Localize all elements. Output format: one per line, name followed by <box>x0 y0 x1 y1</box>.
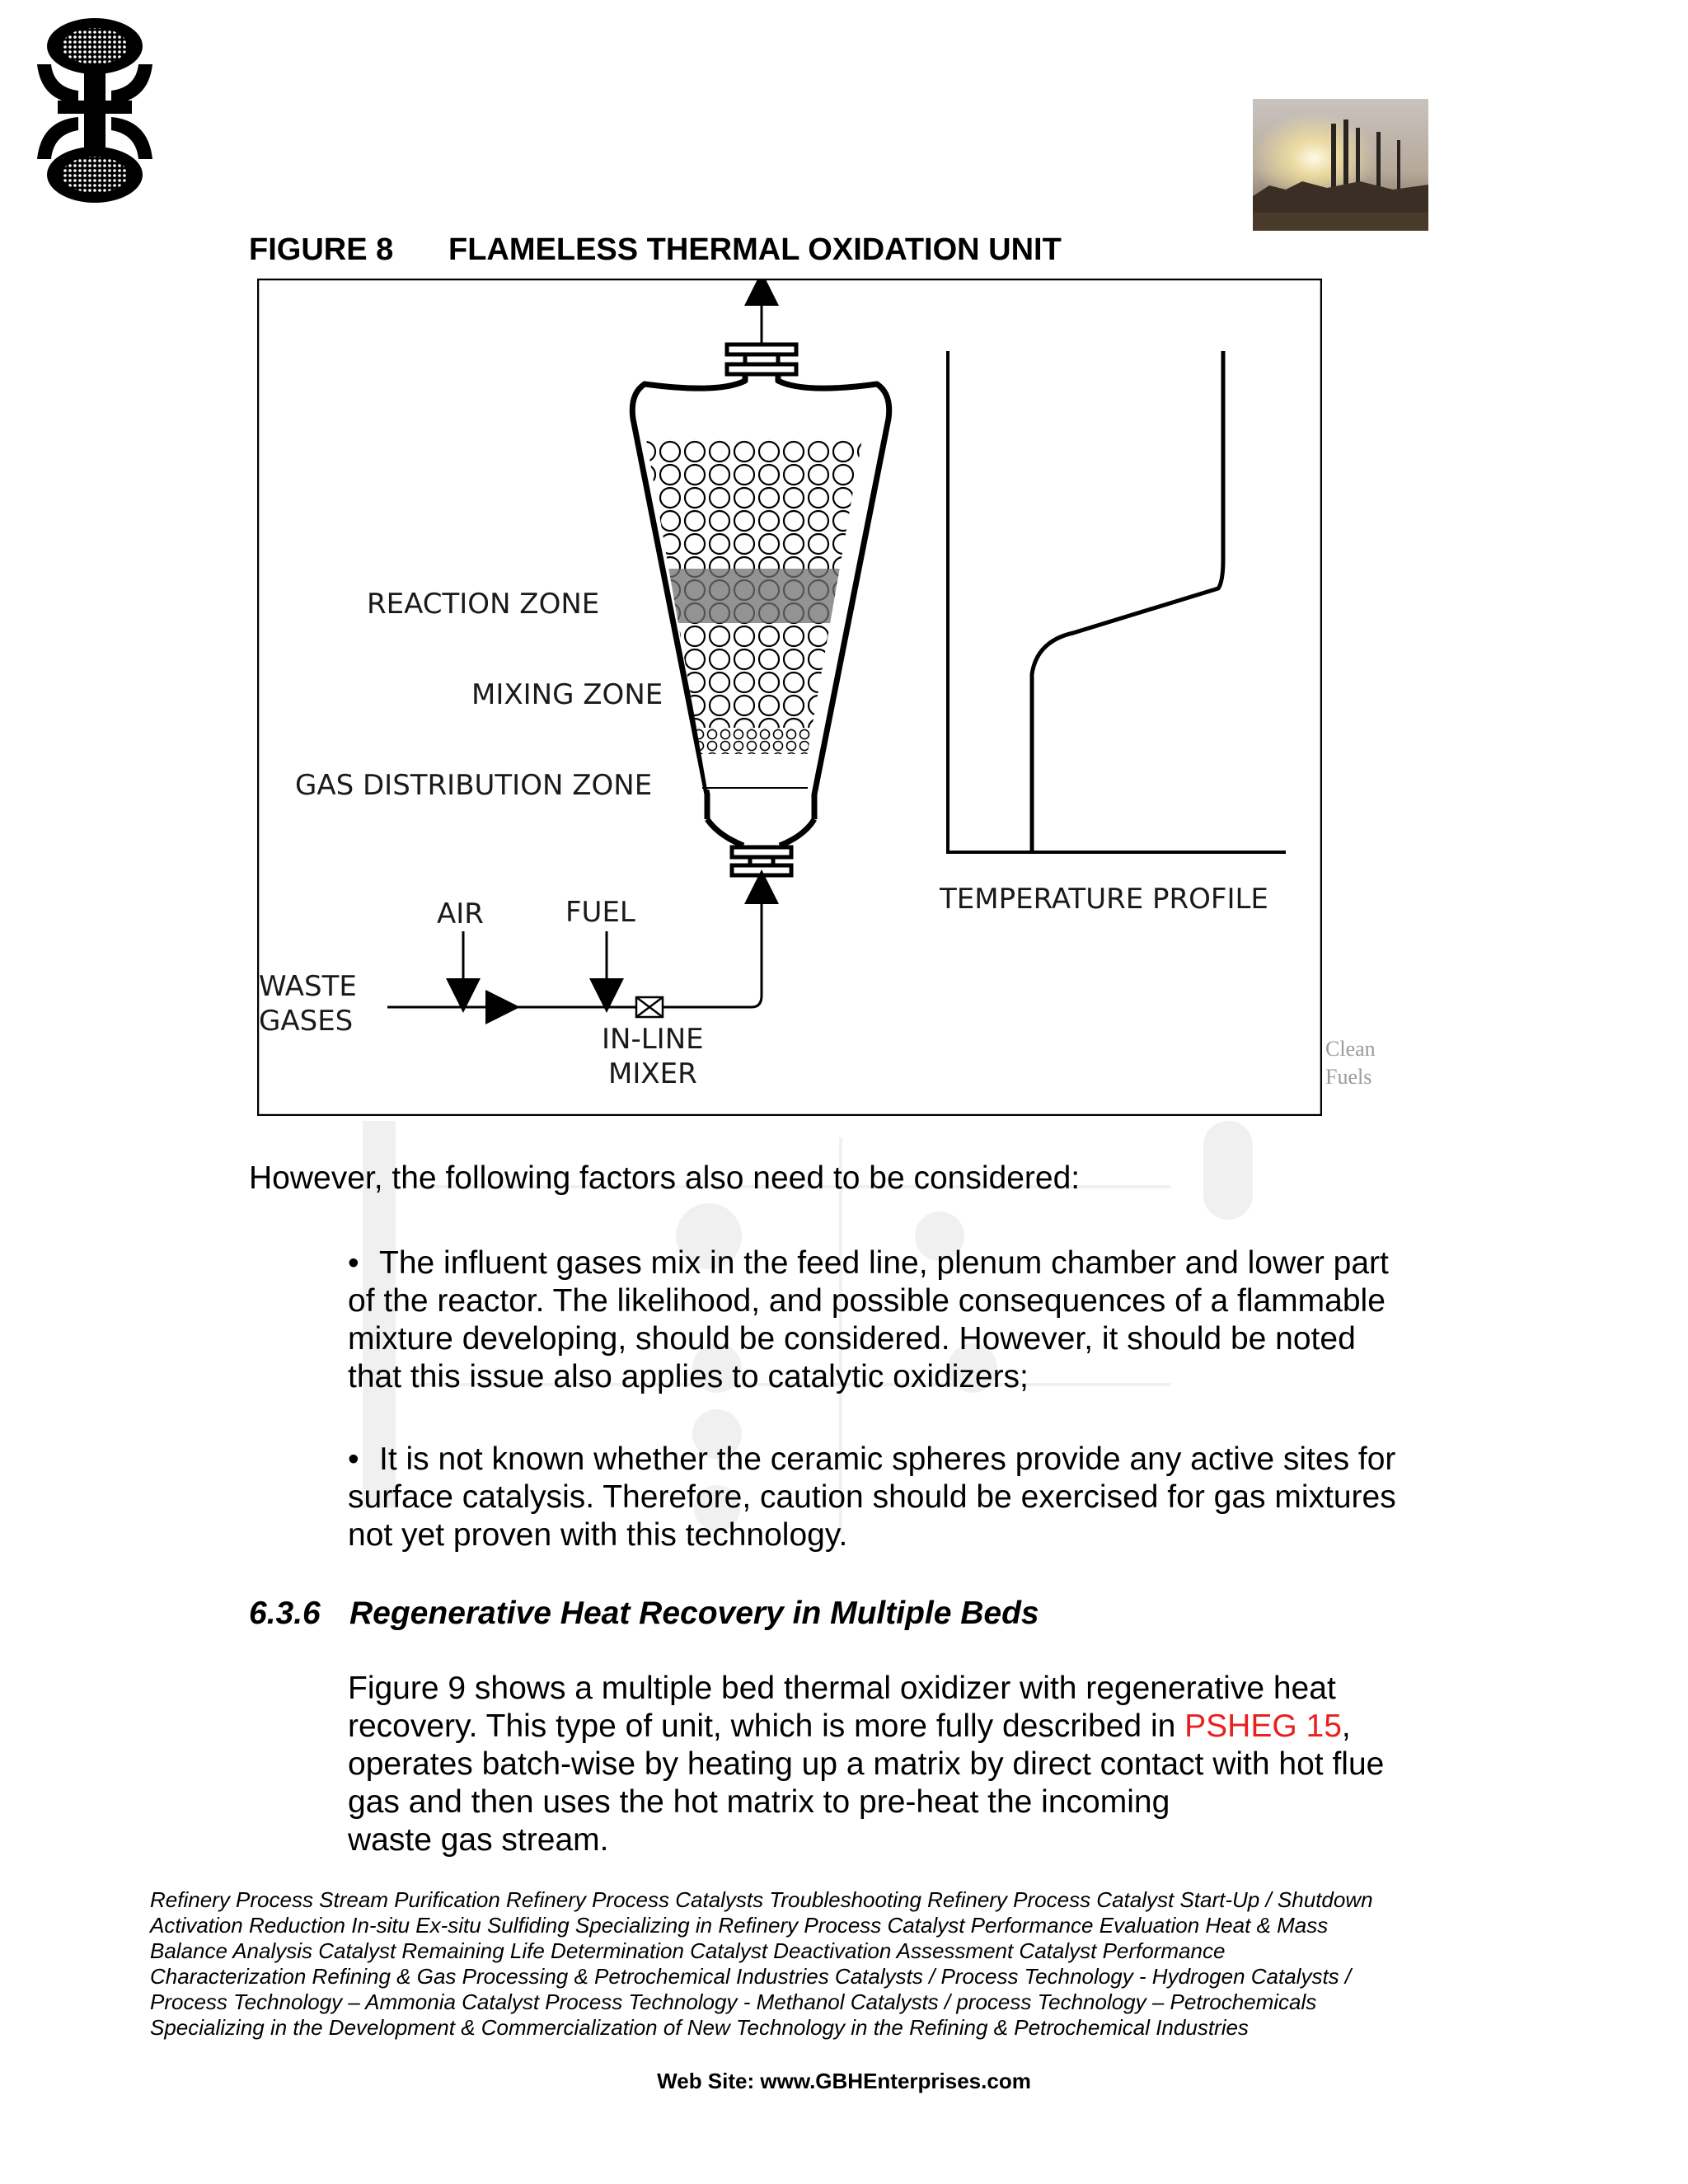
air-label: AIR <box>437 898 484 930</box>
gas-distribution-zone-label: GAS DISTRIBUTION ZONE <box>295 769 653 802</box>
bullet-item: • It is not known whether the ceramic spheres provide any active sites for surface catalysis. Therefore, caution should be exercised for gas mixtures not yet proven with this technology. <box>348 1441 1396 1553</box>
footer-services-text: Refinery Process Stream Purification Refinery Process Catalysts Troubleshooting Refinery Process Catalyst Start-Up / Shutdown Activation Reduction In-situ Ex-situ Sulfiding Specializing in Refinery Process Catalyst Performance Evaluation Heat & Mass Balance Analysis Catalyst Remaining Life Determination Catalyst Deactivation Assessment Catalyst Performance Characterization Refining & Gas Processing & Petrochemical Industries Catalysts / Process Technology - Hydrogen Catalysts / Process Technology – Ammonia Catalyst Process Technology - Methanol Catalysts / process Technology – Petrochemicals Specializing in the Development & Commercialization of New Technology in the Refining & Petrochemical Industries <box>150 1887 1373 2040</box>
company-logo-icon <box>33 15 157 204</box>
watermark-text: Clean Fuels <box>1325 1037 1376 1089</box>
intro-paragraph: However, the following factors also need to be considered: <box>249 1160 1081 1196</box>
in-line-mixer-label-line2: MIXER <box>608 1057 697 1090</box>
mixing-zone-label: MIXING ZONE <box>471 678 663 711</box>
section-heading <box>249 1596 1039 1632</box>
header-photo <box>1253 99 1428 231</box>
website-link[interactable]: Web Site: www.GBHEnterprises.com <box>657 2069 1031 2093</box>
in-line-mixer-label-line1: IN-LINE <box>602 1023 704 1056</box>
fuel-label: FUEL <box>565 896 635 929</box>
figure-title: FLAMELESS THERMAL OXIDATION UNIT <box>448 232 1062 267</box>
oxidation-unit-diagram <box>257 279 1322 1116</box>
section-paragraph: Figure 9 shows a multiple bed thermal oxidizer with regenerative heat recovery. This type of unit, which is more fully described in PSHEG 15, operates batch-wise by heating up a matrix by direct contact with hot flue gas and then uses the hot matrix to pre-heat the incoming waste gas stream. <box>348 1671 1385 1858</box>
waste-gases-label-line1: WASTE <box>259 970 357 1003</box>
section-number: 6.3.6 <box>249 1596 321 1631</box>
figure-number: FIGURE 8 <box>249 232 394 267</box>
waste-gases-label-line2: GASES <box>259 1005 354 1038</box>
bullet-item: • The influent gases mix in the feed line, plenum chamber and lower part of the reactor. The likelihood, and possible consequences of a flammable mixture developing, should be considered. However, it should be noted that this issue also applies to catalytic oxidizers; <box>348 1245 1389 1394</box>
section-title: Regenerative Heat Recovery in Multiple Beds <box>349 1596 1039 1631</box>
reaction-zone-label: REACTION ZONE <box>367 588 600 621</box>
bullet-dot-icon: • <box>348 1441 359 1477</box>
psheg-15-link[interactable]: PSHEG 15 <box>1184 1708 1342 1744</box>
figure-caption <box>249 232 1062 268</box>
bullet-dot-icon: • <box>348 1245 359 1281</box>
temperature-profile-label: TEMPERATURE PROFILE <box>940 883 1268 916</box>
